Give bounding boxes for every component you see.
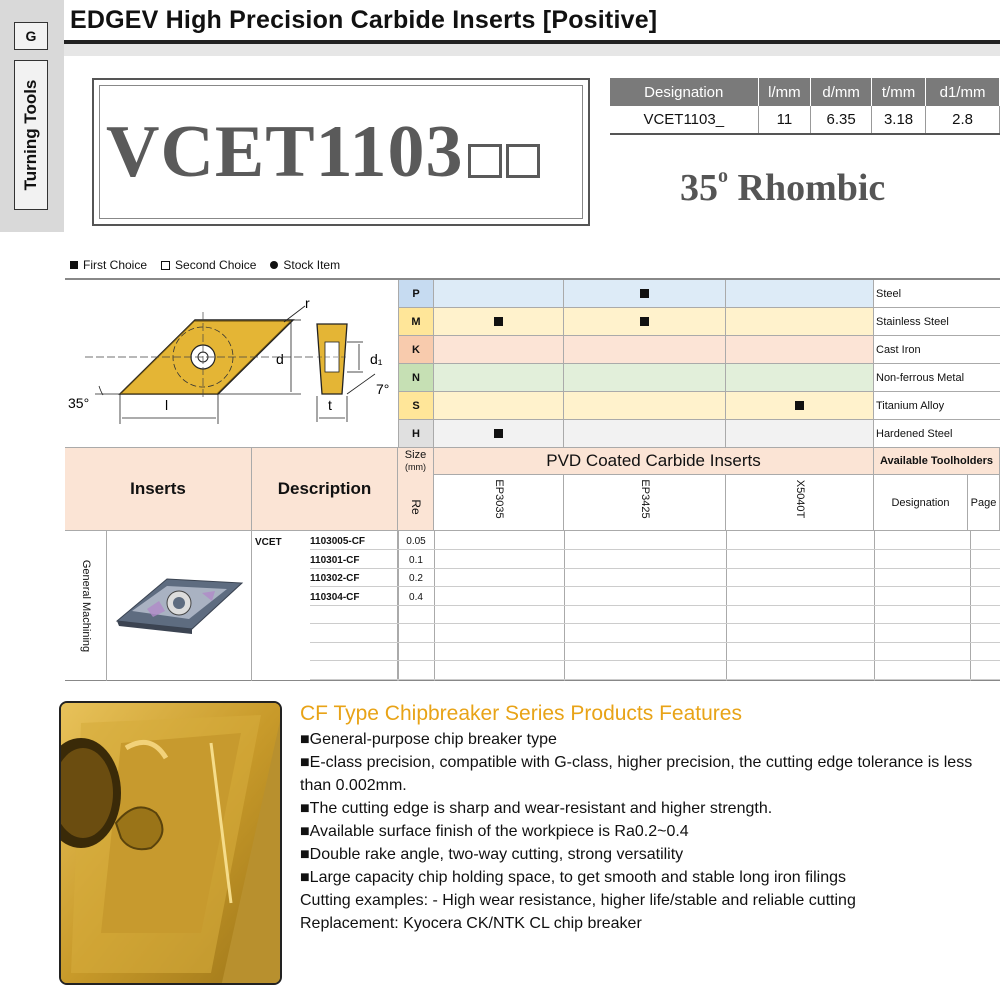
material-grade-cell [726, 392, 874, 419]
svg-text:t: t [328, 397, 332, 413]
material-grade-cell [564, 308, 726, 335]
spec-header: d1/mm [926, 78, 1000, 106]
material-code: M [398, 308, 434, 335]
svg-text:d₁: d₁ [370, 351, 383, 367]
corner-radius: 0.2 [409, 573, 423, 584]
spec-header: d/mm [811, 78, 872, 106]
grade-header: EP3425 [564, 475, 726, 530]
corner-radius: 0.05 [406, 536, 426, 547]
spec-header: Designation [610, 78, 758, 106]
feature-item: Replacement: Kyocera CK/NTK CL chip breaker [300, 915, 642, 932]
material-grade-cell [434, 364, 564, 391]
legend [70, 258, 340, 272]
section-letter: G [14, 22, 48, 50]
spec-cell: 3.18 [872, 106, 926, 134]
model-name: VCET1103 [106, 110, 464, 193]
first-choice-square-icon [494, 317, 503, 326]
page-title: EDGEV High Precision Carbide Inserts [Positive] [70, 6, 658, 34]
material-grid [398, 280, 1000, 448]
dot-icon [270, 261, 278, 269]
chipbreaker-closeup-image [61, 703, 282, 985]
material-grade-cell [564, 336, 726, 363]
feature-item: ■The cutting edge is sharp and wear-resistant and higher strength. [300, 800, 773, 817]
feature-item: ■Available surface finish of the workpiece is Ra0.2~0.4 [300, 823, 689, 840]
material-grade-cell [434, 336, 564, 363]
material-row [398, 364, 1000, 392]
spec-header: l/mm [758, 78, 811, 106]
material-grade-cell [726, 364, 874, 391]
spec-cell: 2.8 [926, 106, 1000, 134]
table-row [65, 589, 1000, 607]
material-grade-cell [564, 280, 726, 307]
model-placeholder-boxes [468, 144, 540, 178]
product-table [65, 531, 1000, 681]
header-holder-designation: Designation [874, 475, 968, 530]
grade-header: X5040T [726, 475, 874, 530]
application-cell: General Machining [65, 531, 107, 681]
grade-header: EP3035 [434, 475, 564, 530]
empty-square-icon [161, 261, 170, 270]
spec-cell: 11 [758, 106, 811, 134]
insert-code: 1103005-CF [310, 536, 366, 547]
svg-text:l: l [165, 397, 169, 413]
feature-item: ■General-purpose chip breaker type [300, 731, 557, 748]
material-name: Non-ferrous Metal [874, 364, 1000, 391]
header-holder-page: Page [968, 475, 1000, 530]
material-name: Cast Iron [874, 336, 1000, 363]
header-underband [64, 44, 1000, 56]
header-inserts: Inserts [65, 447, 252, 531]
material-code: K [398, 336, 434, 363]
corner-radius: 0.4 [409, 591, 423, 603]
material-grade-cell [434, 392, 564, 419]
insert-code: 110301-CF [310, 554, 360, 566]
shape-label: 35$^o$ Rhombic [680, 165, 886, 209]
insert-code: 110302-CF [310, 573, 360, 584]
material-row [398, 392, 1000, 420]
header-pvd-coated: PVD Coated Carbide Inserts [434, 447, 874, 475]
section-label [14, 60, 48, 210]
first-choice-square-icon [640, 317, 649, 326]
header-available-toolholders: Available Toolholders [874, 447, 1000, 475]
material-code: S [398, 392, 434, 419]
material-grade-cell [726, 336, 874, 363]
material-grade-cell [726, 308, 874, 335]
material-grade-cell [564, 420, 726, 447]
material-name: Steel [874, 280, 1000, 307]
first-choice-square-icon [640, 289, 649, 298]
material-row [398, 308, 1000, 336]
first-choice-square-icon [795, 401, 804, 410]
toolholder-subheaders [874, 475, 1000, 531]
svg-text:d: d [276, 351, 284, 367]
corner-radius: 0.1 [409, 554, 423, 566]
header-size: Size (mm) Re [398, 447, 434, 531]
material-code: N [398, 364, 434, 391]
svg-text:7°: 7° [376, 381, 390, 397]
grade-headers [434, 475, 874, 531]
spec-cell: VCET1103_ [610, 106, 758, 134]
feature-item: Cutting examples: - High wear resistance, higher life/stable and reliable cutting [300, 892, 856, 909]
filled-square-icon [70, 261, 78, 269]
feature-item: ■Double rake angle, two-way cutting, strong versatility [300, 846, 684, 863]
material-name: Titanium Alloy [874, 392, 1000, 419]
spec-header: t/mm [872, 78, 926, 106]
material-row [398, 420, 1000, 448]
material-grade-cell [434, 420, 564, 447]
features-title: CF Type Chipbreaker Series Products Features [300, 702, 742, 725]
model-box [92, 78, 590, 226]
features-list [300, 728, 990, 935]
insert-code: 110304-CF [310, 591, 360, 603]
material-grade-cell [564, 392, 726, 419]
section-label-text: Turning Tools [21, 79, 40, 191]
chipbreaker-closeup-photo [59, 701, 282, 985]
table-row [65, 570, 1000, 588]
header-description: Description [252, 447, 398, 531]
feature-item: ■E-class precision, compatible with G-class, higher precision, the cutting edge tolerance is less than 0.002mm. [300, 754, 973, 794]
material-grade-cell [726, 280, 874, 307]
spec-cell: 6.35 [811, 106, 872, 134]
svg-text:r: r [305, 295, 310, 311]
material-row [398, 336, 1000, 364]
material-grade-cell [434, 280, 564, 307]
header-rule [64, 40, 1000, 44]
feature-item: ■Large capacity chip holding space, to get smooth and stable long iron filings [300, 869, 846, 886]
legend-stock-item: Stock Item [270, 258, 340, 272]
insert-dimension-diagram [65, 282, 399, 446]
material-grade-cell [726, 420, 874, 447]
material-code: H [398, 420, 434, 447]
material-row [398, 280, 1000, 308]
series-label: VCET [255, 537, 282, 548]
material-grade-cell [564, 364, 726, 391]
first-choice-square-icon [494, 429, 503, 438]
material-name: Hardened Steel [874, 420, 1000, 447]
legend-second-choice: Second Choice [161, 258, 256, 272]
material-name: Stainless Steel [874, 308, 1000, 335]
spec-table [610, 78, 1000, 135]
table-row [65, 533, 1000, 551]
material-grade-cell [434, 308, 564, 335]
material-code: P [398, 280, 434, 307]
table-row [65, 552, 1000, 570]
legend-first-choice: First Choice [70, 258, 147, 272]
svg-text:35°: 35° [68, 395, 90, 411]
